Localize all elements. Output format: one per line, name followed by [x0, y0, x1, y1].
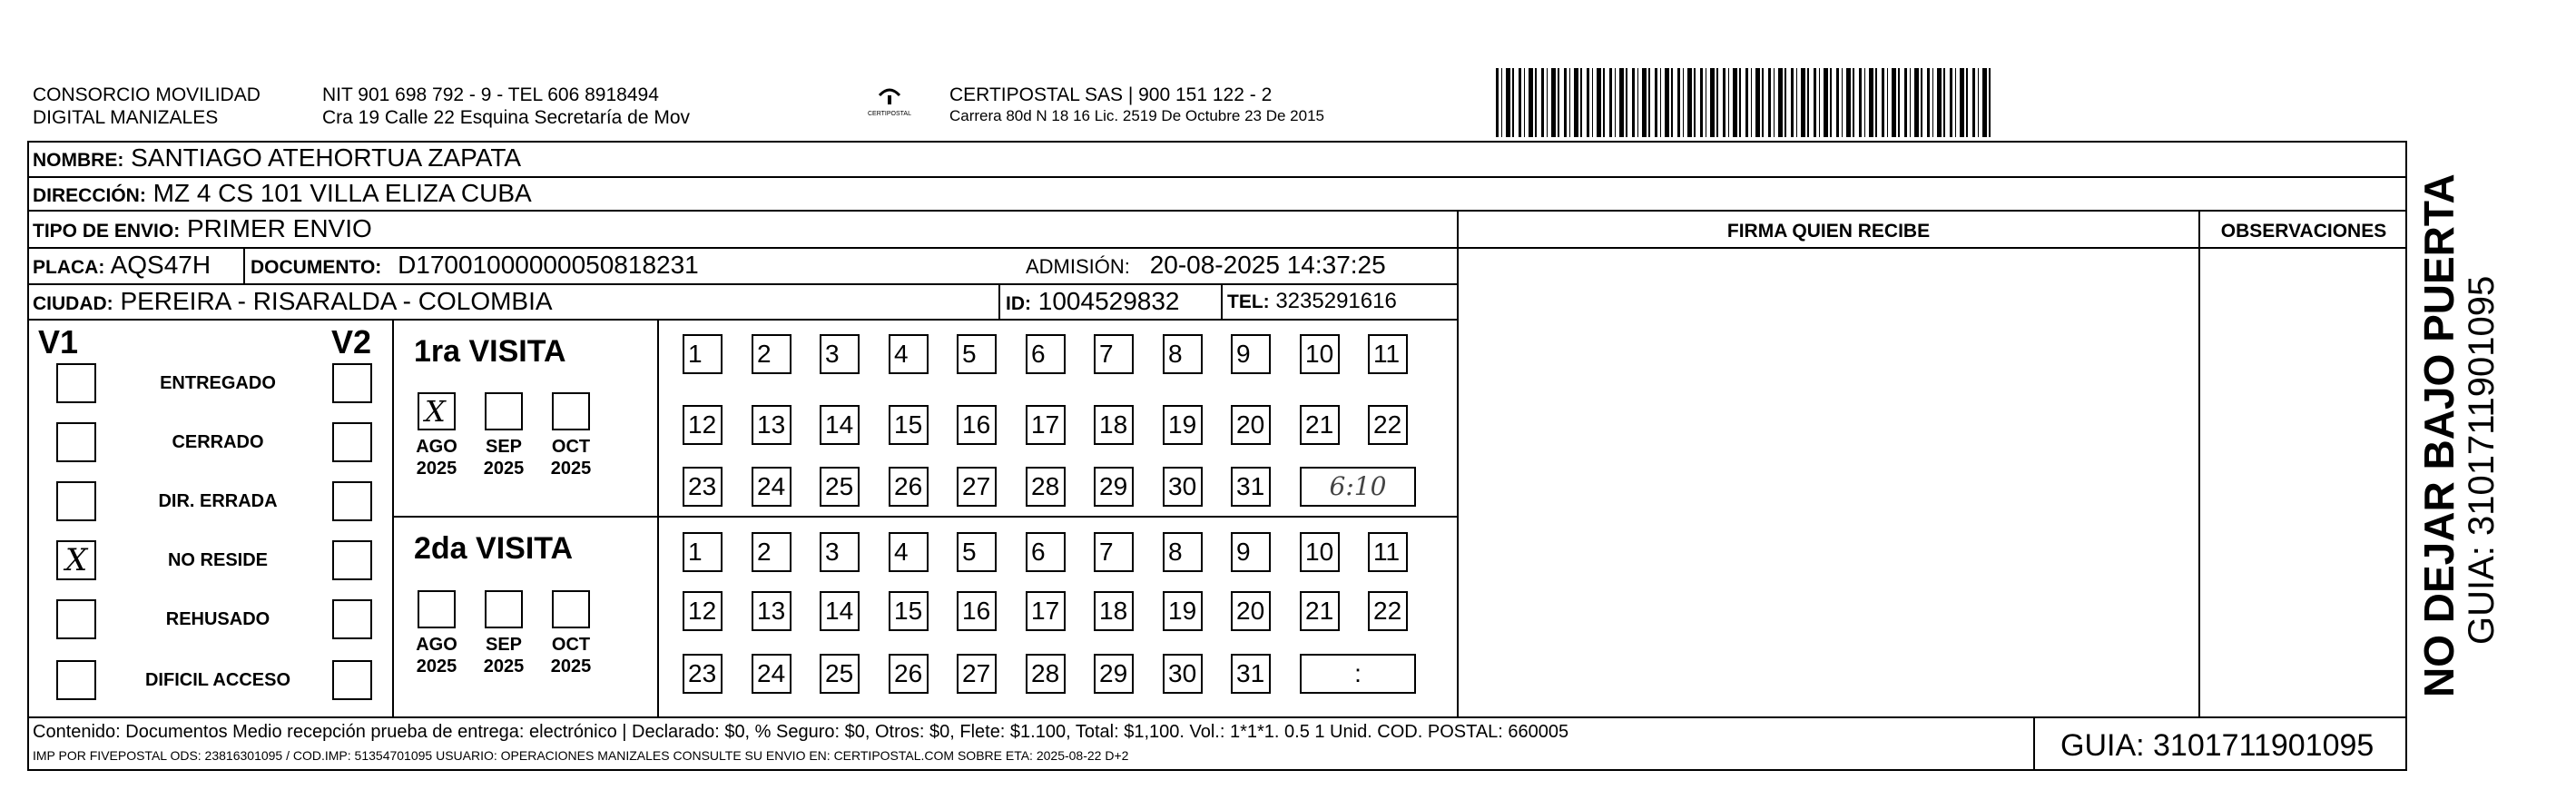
sender-name-line2: DIGITAL MANIZALES: [33, 107, 219, 128]
ciudad-label: CIUDAD:: [33, 293, 113, 314]
nombre-label: NOMBRE:: [33, 150, 124, 171]
v2-header: V2: [331, 323, 372, 360]
side-warning: NO DEJAR BAJO PUERTA: [2415, 173, 2463, 697]
month-label: [541, 436, 601, 479]
col-divider: [998, 283, 1000, 320]
placa-label: PLACA:: [33, 257, 105, 278]
day-box[interactable]: 26: [889, 467, 929, 507]
sender-name-line1: CONSORCIO MOVILIDAD: [33, 84, 261, 105]
month-checkbox[interactable]: [485, 392, 523, 430]
col-divider: [392, 319, 394, 716]
month-checkbox[interactable]: [552, 590, 590, 628]
logo-text: CERTIPOSTAL: [868, 111, 911, 117]
month-label: [407, 634, 467, 677]
day-box[interactable]: 27: [957, 654, 997, 694]
certipostal-logo: [862, 86, 917, 123]
day-box[interactable]: 14: [820, 591, 860, 631]
month-label: [474, 436, 534, 479]
month-year: 2025: [416, 459, 457, 479]
month-check-mark: X: [425, 394, 446, 429]
day-box[interactable]: 30: [1163, 654, 1203, 694]
sender-contact-block: [322, 84, 690, 129]
status-option-label: ENTREGADO: [160, 373, 276, 393]
day-box[interactable]: 29: [1094, 467, 1134, 507]
v1-checkbox[interactable]: [56, 481, 96, 521]
col-divider: [657, 319, 659, 716]
v1-checkbox[interactable]: [56, 422, 96, 462]
month-name: OCT: [551, 635, 591, 655]
row-divider: [27, 210, 2407, 212]
day-box[interactable]: 16: [957, 591, 997, 631]
direccion-row: [33, 181, 532, 206]
sender-address: Cra 19 Calle 22 Esquina Secretaría de Mov: [322, 107, 691, 128]
documento-cell: [251, 252, 699, 278]
status-option-label: REHUSADO: [165, 609, 270, 629]
v2-checkbox[interactable]: [332, 540, 372, 580]
day-box[interactable]: 19: [1163, 405, 1203, 445]
tel-value: 3235291616: [1275, 289, 1397, 313]
day-box[interactable]: 23: [683, 467, 723, 507]
v1-checkbox[interactable]: [56, 599, 96, 639]
tipo-envio-row: [33, 216, 372, 242]
day-box[interactable]: 3: [820, 334, 860, 374]
id-cell: [1006, 289, 1180, 314]
day-box[interactable]: 11: [1368, 532, 1408, 572]
day-box[interactable]: 18: [1094, 405, 1134, 445]
footer-imp: IMP POR FIVEPOSTAL ODS: 23816301095 / COD.IMP: 51354701095 USUARIO: OPERACIONES MANIZALES CONSULTE SU ENVIO EN: CERTIPOSTAL.COM SOBRE ETA: 2025-08-22 D+2: [33, 748, 1129, 763]
v1-checkbox[interactable]: [56, 660, 96, 700]
day-box[interactable]: 23: [683, 654, 723, 694]
admision-label: ADMISIÓN:: [1026, 255, 1130, 278]
day-box[interactable]: 1: [683, 334, 723, 374]
day-box[interactable]: 3: [820, 532, 860, 572]
day-box[interactable]: 5: [957, 334, 997, 374]
day-box[interactable]: 31: [1231, 467, 1271, 507]
id-label: ID:: [1006, 293, 1031, 314]
day-box[interactable]: 2: [752, 532, 791, 572]
day-box[interactable]: 21: [1300, 591, 1340, 631]
month-year: 2025: [550, 459, 592, 479]
day-box[interactable]: 2: [752, 334, 791, 374]
day-box[interactable]: 21: [1300, 405, 1340, 445]
v2-checkbox[interactable]: [332, 660, 372, 700]
day-box[interactable]: 12: [683, 591, 723, 631]
day-box[interactable]: 17: [1026, 405, 1066, 445]
month-name: SEP: [485, 437, 523, 457]
observaciones-header: OBSERVACIONES: [2220, 221, 2387, 242]
row-divider: [27, 319, 1457, 321]
month-checkbox[interactable]: [552, 392, 590, 430]
nombre-value: SANTIAGO ATEHORTUA ZAPATA: [131, 143, 522, 172]
direccion-value: MZ 4 CS 101 VILLA ELIZA CUBA: [152, 179, 532, 207]
row-divider: [27, 716, 2407, 718]
day-box[interactable]: 30: [1163, 467, 1203, 507]
day-box[interactable]: 28: [1026, 654, 1066, 694]
id-value: 1004529832: [1037, 287, 1180, 315]
day-box[interactable]: 24: [752, 654, 791, 694]
tipo-envio-value: PRIMER ENVIO: [186, 214, 372, 242]
day-box[interactable]: 7: [1094, 334, 1134, 374]
tel-label: TEL:: [1227, 291, 1270, 312]
day-box[interactable]: 13: [752, 405, 791, 445]
time-box[interactable]: 6:10: [1300, 467, 1416, 507]
status-option-label: DIFICIL ACCESO: [144, 670, 290, 690]
day-box[interactable]: 24: [752, 467, 791, 507]
side-guia: GUIA: 3101711901095: [2462, 275, 2502, 645]
barcode: [1496, 68, 1995, 137]
day-box[interactable]: 20: [1231, 405, 1271, 445]
v1-check-mark: X: [65, 542, 88, 578]
day-box[interactable]: 7: [1094, 532, 1134, 572]
placa-value: AQS47H: [110, 251, 211, 279]
row-divider: [27, 283, 1457, 285]
tipo-envio-label: TIPO DE ENVIO:: [33, 221, 181, 242]
day-box[interactable]: 6: [1026, 334, 1066, 374]
col-divider: [243, 247, 245, 283]
day-box[interactable]: 28: [1026, 467, 1066, 507]
month-label: [407, 436, 467, 479]
day-box[interactable]: 1: [683, 532, 723, 572]
day-box[interactable]: 22: [1368, 405, 1408, 445]
visit2-title: 2da VISITA: [414, 531, 574, 566]
documento-value: D17001000000050818231: [398, 251, 699, 279]
col-divider: [2033, 716, 2035, 771]
month-checkbox[interactable]: [418, 590, 456, 628]
footer-contenido: Contenido: Documentos Medio recepción prueba de entrega: electrónico | Declarado: $0, % Seguro: $0, Otros: $0, Flete: $1.100, Total: $1,100. Vol.: 1*1*1. 0.5 1 Unid. COD. POSTAL: 660005: [33, 722, 1569, 742]
day-box[interactable]: 25: [820, 467, 860, 507]
month-year: 2025: [483, 657, 525, 676]
day-box[interactable]: 19: [1163, 591, 1203, 631]
day-box[interactable]: 4: [889, 532, 929, 572]
col-divider: [1221, 283, 1223, 320]
v1-header: V1: [38, 323, 79, 360]
v2-checkbox[interactable]: [332, 422, 372, 462]
certipostal-line: CERTIPOSTAL SAS | 900 151 122 - 2: [949, 84, 1273, 105]
day-box[interactable]: 13: [752, 591, 791, 631]
sender-block: [33, 84, 261, 129]
placa-cell: [33, 252, 211, 278]
sender-nit: NIT 901 698 792 - 9 - TEL 606 8918494: [322, 84, 659, 105]
ciudad-value: PEREIRA - RISARALDA - COLOMBIA: [120, 287, 553, 315]
v2-checkbox[interactable]: [332, 363, 372, 403]
footer-guia: GUIA: 3101711901095: [2060, 728, 2374, 763]
day-box[interactable]: 6: [1026, 532, 1066, 572]
nombre-row: [33, 145, 521, 171]
direccion-label: DIRECCIÓN:: [33, 185, 146, 206]
col-divider: [2198, 211, 2200, 717]
day-box[interactable]: 22: [1368, 591, 1408, 631]
col-divider: [1457, 211, 1459, 717]
day-box[interactable]: 31: [1231, 654, 1271, 694]
v1-checkbox[interactable]: [56, 540, 96, 580]
day-box[interactable]: 4: [889, 334, 929, 374]
day-box[interactable]: 16: [957, 405, 997, 445]
day-box[interactable]: 18: [1094, 591, 1134, 631]
day-box[interactable]: 5: [957, 532, 997, 572]
visit-divider: [392, 516, 1457, 518]
month-label: [474, 634, 534, 677]
day-box[interactable]: 9: [1231, 532, 1271, 572]
logo-icon: [876, 86, 903, 106]
day-box[interactable]: 8: [1163, 334, 1203, 374]
day-box[interactable]: 15: [889, 591, 929, 631]
ciudad-cell: [33, 289, 553, 314]
month-label: [541, 634, 601, 677]
firma-header: FIRMA QUIEN RECIBE: [1726, 221, 1931, 242]
day-box[interactable]: 14: [820, 405, 860, 445]
day-box[interactable]: 27: [957, 467, 997, 507]
day-box[interactable]: 29: [1094, 654, 1134, 694]
day-box[interactable]: 10: [1300, 334, 1340, 374]
time-box[interactable]: :: [1300, 654, 1416, 694]
month-checkbox[interactable]: [485, 590, 523, 628]
month-name: AGO: [416, 635, 457, 655]
month-year: 2025: [483, 459, 525, 479]
month-name: AGO: [416, 437, 457, 457]
v2-checkbox[interactable]: [332, 599, 372, 639]
day-box[interactable]: 12: [683, 405, 723, 445]
day-box[interactable]: 25: [820, 654, 860, 694]
day-box[interactable]: 9: [1231, 334, 1271, 374]
row-divider: [27, 247, 2407, 249]
month-name: SEP: [485, 635, 523, 655]
day-box[interactable]: 10: [1300, 532, 1340, 572]
visit1-title: 1ra VISITA: [414, 334, 566, 369]
month-checkbox[interactable]: [418, 392, 456, 430]
day-box[interactable]: 26: [889, 654, 929, 694]
status-option-label: CERRADO: [172, 432, 264, 452]
day-box[interactable]: 11: [1368, 334, 1408, 374]
day-box[interactable]: 17: [1026, 591, 1066, 631]
v1-checkbox[interactable]: [56, 363, 96, 403]
day-box[interactable]: 20: [1231, 591, 1271, 631]
admision-cell: [1026, 252, 1386, 278]
status-option-label: DIR. ERRADA: [158, 491, 278, 511]
month-name: OCT: [551, 437, 591, 457]
admision-value: 20-08-2025 14:37:25: [1149, 251, 1386, 279]
day-box[interactable]: 15: [889, 405, 929, 445]
certipostal-block: [949, 84, 1324, 125]
tel-cell: [1227, 291, 1397, 312]
row-divider: [27, 176, 2407, 178]
month-year: 2025: [416, 657, 457, 676]
day-box[interactable]: 8: [1163, 532, 1203, 572]
month-year: 2025: [550, 657, 592, 676]
v2-checkbox[interactable]: [332, 481, 372, 521]
documento-label: DOCUMENTO:: [251, 257, 382, 278]
certipostal-address: Carrera 80d N 18 16 Lic. 2519 De Octubre 23 De 2015: [949, 107, 1324, 124]
status-option-label: NO RESIDE: [167, 550, 269, 570]
